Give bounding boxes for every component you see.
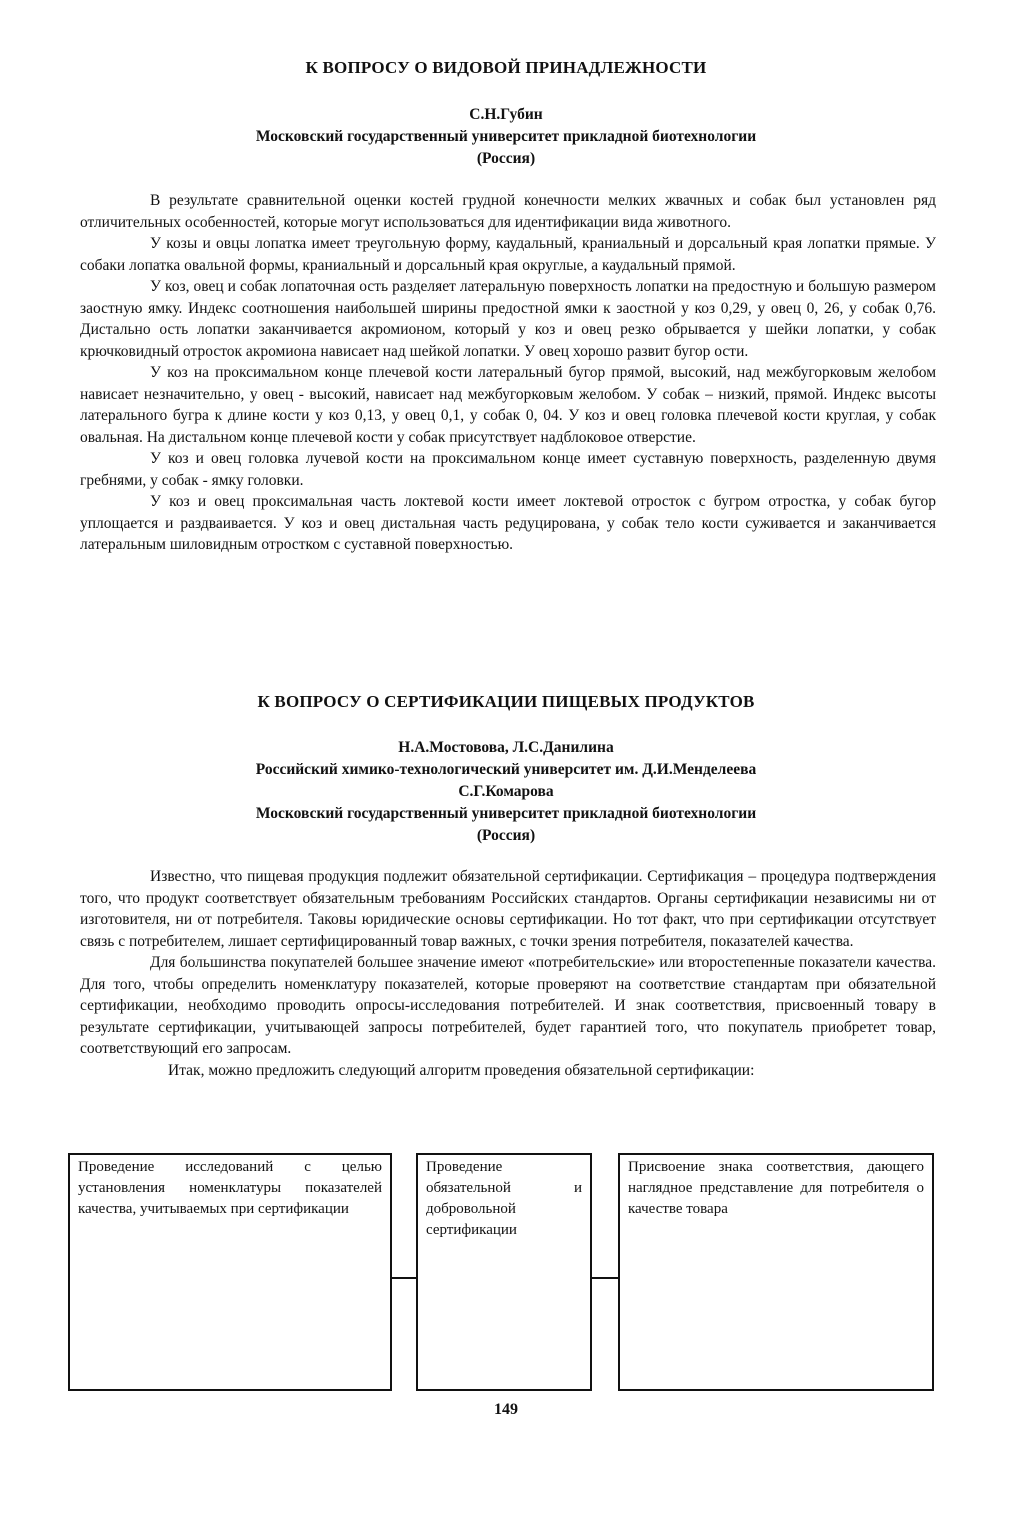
article1-affiliation: Московский государственный университет прикладной биотехнологии <box>255 128 757 145</box>
flowchart-connector <box>590 1277 620 1279</box>
flowchart-connector <box>390 1277 418 1279</box>
article2-affiliation: Российский химико-технологический университет им. Д.И.Менделеева <box>255 761 757 778</box>
article1-body <box>80 190 936 556</box>
flowchart-box: Проведение исследований с целью установления номенклатуры показателей качества, учитываемых при сертификации <box>68 1153 392 1391</box>
article2-paragraph: Известно, что пищевая продукция подлежит обязательной сертификации. Сертификация – процедура подтверждения того, что продукт соответствует обязательным требованиям Российских стандартов. Органы сертификации независимы ни от изготовителя, ни от потребителя. Таковы юридические основы сертификации. Но тот факт, что при сертификации отсутствует связь с потребителем, лишает сертифицированный товар важных, с точки зрения потребителя, показателей качества. <box>80 868 936 950</box>
article2-authors: Н.А.Мостовова, Л.С.Данилина <box>398 739 614 756</box>
article2-author: С.Г.Комарова <box>458 783 554 800</box>
flowchart <box>68 1153 934 1393</box>
article1-paragraph: У коз и овец головка лучевой кости на проксимальном конце имеет суставную поверхность, разделенную двумя гребнями, у собак - ямку головки. <box>80 450 936 489</box>
flowchart-box: Присвоение знака соответствия, дающего наглядное представление для потребителя о качестве товара <box>618 1153 934 1391</box>
article1-author: С.Н.Губин <box>469 106 543 123</box>
article2-title: К ВОПРОСУ О СЕРТИФИКАЦИИ ПИЩЕВЫХ ПРОДУКТОВ <box>257 692 755 711</box>
article2-country: (Россия) <box>476 827 536 844</box>
article1-paragraph: У коз и овец проксимальная часть локтевой кости имеет локтевой отросток с бугром отростка, у собак бугор уплощается и раздваивается. У коз и овец дистальная часть редуцирована, у собак тело кости суживается и заканчивается латеральным шиловидным отростком с суставной поверхностью. <box>80 493 936 553</box>
flowchart-box: Проведение обязательной и добровольной сертификации <box>416 1153 592 1391</box>
article2-body <box>80 866 936 1081</box>
article1-paragraph: В результате сравнительной оценки костей грудной конечности мелких жвачных и собак был установлен ряд отличительных особенностей, которые могут использоваться для идентификации вида животного. <box>80 192 936 231</box>
page-number: 149 <box>494 1401 518 1418</box>
article1-paragraph: У козы и овцы лопатка имеет треугольную форму, каудальный, краниальный и дорсальный края лопатки прямые. У собаки лопатка овальной формы, краниальный и дорсальный края округлые, а каудальный прямой. <box>80 235 936 274</box>
article1-title: К ВОПРОСУ О ВИДОВОЙ ПРИНАДЛЕЖНОСТИ <box>305 58 707 77</box>
article1-paragraph: У коз, овец и собак лопаточная ость разделяет латеральную поверхность лопатки на предостную и большую размером заостную ямку. Индекс соотношения наибольшей ширины предостной ямки к заостной у коз 0,29, у овец 0, 26, у собак 0,76. Дистально ость лопатки заканчивается акромионом, который у коз и овец резко обрывается у шейки лопатки, у собак крючковидный отросток акромиона нависает над шейкой лопатки. У овец хорошо развит бугор ости. <box>80 278 936 360</box>
article1-paragraph: У коз на проксимальном конце плечевой кости латеральный бугор прямой, высокий, над межбугорковым желобом нависает незначительно, у овец - высокий, нависает над межбугорковым желобом. У собак – низкий, прямой. Индекс высоты латерального бугра к длине кости у коз 0,13, у овец 0,1, у собак 0, 04. У коз и овец головка плечевой кости круглая, у собак овальная. На дистальном конце плечевой кости у собак присутствует надблоковое отверстие. <box>80 364 936 446</box>
article2-paragraph: Итак, можно предложить следующий алгоритм проведения обязательной сертификации: <box>168 1061 755 1079</box>
article1-country: (Россия) <box>476 150 536 167</box>
article2-paragraph: Для большинства покупателей большее значение имеют «потребительские» или второстепенные показатели качества. Для того, чтобы определить номенклатуру показателей, которые проверяют на соответствие стандартам при обязательной сертификации, необходимо проводить опросы-исследования потребителей. И знак соответствия, присвоенный товару в результате сертификации, учитывающей запросы потребителей, будет гарантией того, что покупатель приобретет товар, соответствующий его запросам. <box>80 954 936 1057</box>
article2-affiliation: Московский государственный университет прикладной биотехнологии <box>255 805 757 822</box>
